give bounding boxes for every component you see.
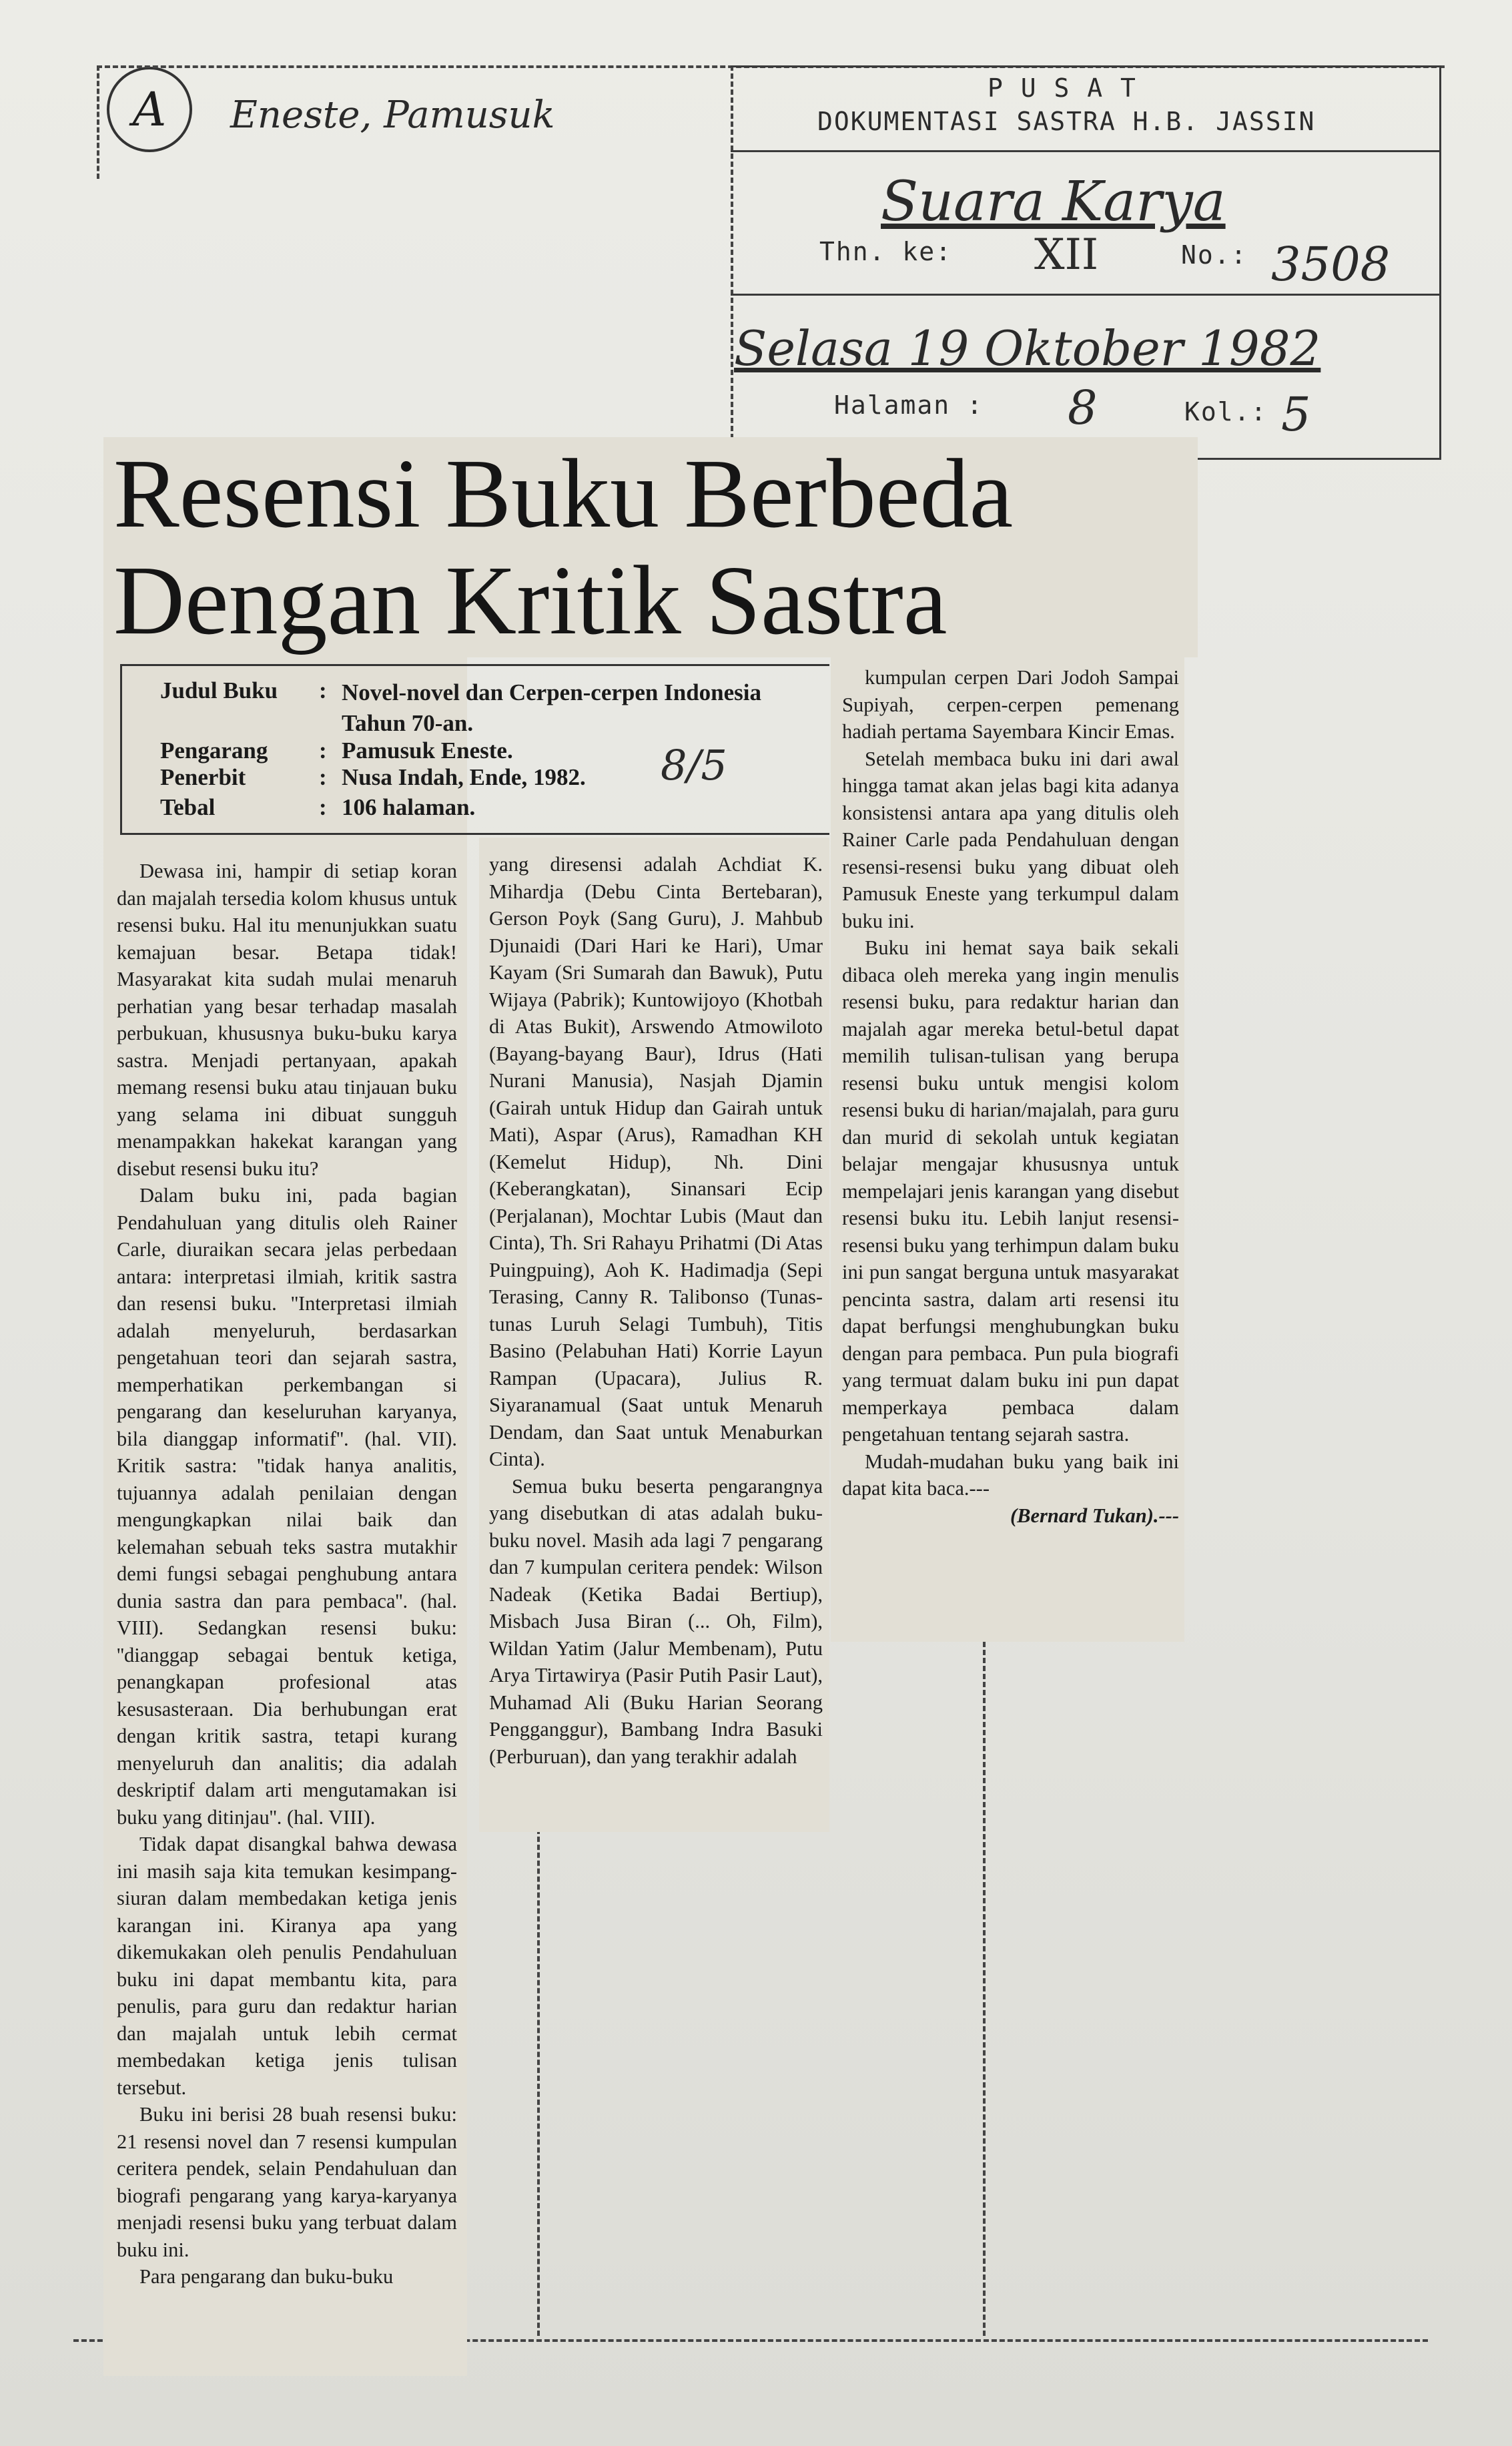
judul-value: Novel-novel dan Cerpen-cerpen Indonesia Tahun 70-an.	[342, 679, 762, 736]
stamp-line2: DOKUMENTASI SASTRA H.B. JASSIN	[817, 107, 1316, 136]
col3-paragraph-1: kumpulan cerpen Dari Jodoh Sampai Supiyah, cerpen-cerpen pemenang hadiah pertama Sayembara Kincir Emas.	[842, 666, 1179, 743]
stamp-rule-2	[731, 294, 1439, 296]
tebal-value: 106 halaman.	[342, 794, 476, 820]
headline-line-2: Dengan Kritik Sastra	[113, 546, 948, 655]
col1-paragraph-2: Dalam buku ini, pada bagian Pendahuluan yang ditulis oleh Rainer Carle, diuraikan secara jelas perbedaan antara: interpretasi ilmiah, kritik sastra dan resensi buku. ''Interpretasi ilmiah adalah menyeluruh, berdasarkan pengetahuan teori dan sejarah sastra, memperhatikan perkembangan si pengarang dan keseluruhan karyanya, bila dianggap informatif''. (hal. VII). Kritik sastra: ''tidak hanya analitis, tujuannya adalah penilaian dengan mengungkapkan nilai baik dan kelemahan sebuah teks sastra mutakhir demi fungsi sebagai penghubung antara dunia sastra dan para pembaca''. (hal. VIII). Sedangkan resensi buku: ''dianggap sebagai bentuk ketiga, penangkapan profesional atas kesusasteraan. Dia berhubungan erat dengan kritik sastra, tetapi kurang menyeluruh dan analitis; dia adalah deskriptif dalam arti mengutamakan isi buku yang ditinjau''. (hal. VIII).	[117, 1184, 457, 1829]
article-signature: (Bernard Tukan).---	[1010, 1504, 1179, 1527]
penerbit-label: Penerbit	[160, 764, 246, 790]
tebal-colon: :	[319, 794, 327, 820]
stamp-rule-1	[731, 150, 1439, 152]
halaman-label: Halaman :	[834, 390, 984, 420]
kol-label: Kol.:	[1184, 397, 1268, 426]
headline-line-1: Resensi Buku Berbeda	[113, 439, 1014, 549]
no-value: 3508	[1271, 237, 1391, 292]
article-column-3	[842, 664, 1179, 1529]
thn-label: Thn. ke:	[819, 237, 953, 266]
handwritten-note: 8/5	[661, 741, 727, 790]
penerbit-value: Nusa Indah, Ende, 1982.	[342, 764, 586, 790]
col2-paragraph-2: Semua buku beserta pengarangnya yang disebutkan di atas adalah buku-buku novel. Masih ada lagi 7 pengarang dan 7 kumpulan ceritera pendek: Wilson Nadeak (Ketika Badai Bertiup), Misbach Jusa Biran (... Oh, Film), Wildan Yatim (Jalur Membenam), Putu Arya Tirtawirya (Pasir Putih Pasir Laut), Muhamad Ali (Buku Harian Seorang Pengganggur), Bambang Indra Basuki (Perburuan), dan yang terakhir adalah	[489, 1474, 823, 1768]
publication-date: Selasa 19 Oktober 1982	[734, 320, 1321, 376]
col1-paragraph-4: Buku ini berisi 28 buah resensi buku: 21 resensi novel dan 7 resensi kumpulan ceritera pendek, selain Pendahuluan dan biografi pengarang yang karya-karyanya menjadi resensi buku yang terbuat dalam buku ini.	[117, 2103, 457, 2261]
article-headline	[113, 440, 1194, 654]
tebal-label: Tebal	[160, 794, 216, 820]
pengarang-label: Pengarang	[160, 737, 268, 763]
halaman-value: 8	[1068, 380, 1098, 435]
col3-paragraph-2: Setelah membaca buku ini dari awal hingga tamat akan jelas bagi kita adanya konsistensi antara apa yang ditulis oleh Rainer Carle pada Pendahuluan dengan resensi-resensi buku yang dibuat oleh Pamusuk Eneste yang terkumpul dalam buku ini.	[842, 747, 1179, 932]
article-column-1	[117, 858, 457, 2290]
thn-value: XII	[1034, 230, 1099, 280]
newspaper-name: Suara Karya	[881, 170, 1226, 234]
col2-paragraph-1: yang diresensi adalah Achdiat K. Mihardja (Debu Cinta Bertebaran), Gerson Poyk (Sang Guru), J. Mahbub Djunaidi (Dari Hari ke Hari), Umar Kayam (Sri Sumarah dan Bawuk), Putu Wijaya (Pabrik); Kuntowijoyo (Khotbah di Atas Bukit), Arswendo Atmowiloto (Bayang-bayang Baur), Idrus (Hati Nurani Manusia), Nasjah Djamin (Gairah untuk Hidup dan Gairah untuk Mati), Aspar (Arus), Ramadhan KH (Kemelut Hidup), Nh. Dini (Keberangkatan), Sinansari Ecip (Perjalanan), Mochtar Lubis (Maut dan Cinta), Th. Sri Rahayu Prihatmi (Di Atas Puingpuing), Aoh K. Hadimadja (Sepi Terasing, Canny R. Talibonso (Tunas-tunas Luruh Selagi Tumbuh), Titis Basino (Pelabuhan Hati) Korrie Layun Rampan (Upacara), Julius R. Siyaranamual (Saat untuk Menaruh Dendam, dan Saat untuk Menaburkan Cinta).	[489, 853, 823, 1470]
judul-colon: :	[319, 677, 327, 703]
kol-value: 5	[1281, 387, 1311, 442]
col1-paragraph-5: Para pengarang dan buku-buku	[139, 2265, 394, 2288]
pengarang-value: Pamusuk Eneste.	[342, 737, 513, 763]
dashed-line-center	[537, 1829, 540, 2336]
margin-circle-letter: A	[107, 67, 192, 152]
col3-paragraph-3: Buku ini hemat saya baik sekali dibaca oleh mereka yang ingin menulis resensi buku, para redaktur harian dan majalah agar mereka betul-betul dapat memilih tulisan-tulisan yang berupa resensi buku untuk mengisi kolom resensi buku di harian/majalah, para guru dan murid di sekolah untuk kegiatan belajar mengajar khususnya untuk mempelajari jenis karangan yang disebut resensi buku itu. Lebih lanjut resensi-resensi buku yang terhimpun dalam buku ini pun sangat berguna untuk masyarakat pencinta sastra, dalam arti resensi itu dapat berfungsi menghubungkan buku dengan para pembaca. Pun pula biografi yang termuat dalam buku ini pun dapat memperkaya pembaca dalam pengetahuan tentang sejarah sastra.	[842, 936, 1179, 1446]
dashed-line-right	[983, 1642, 986, 2336]
margin-author-name: Eneste, Pamusuk	[230, 93, 555, 137]
dashed-line-left	[97, 65, 99, 179]
penerbit-colon: :	[319, 764, 327, 790]
col3-paragraph-4: Mudah-mudahan buku yang baik ini dapat kita baca.---	[842, 1450, 1179, 1500]
article-column-2	[489, 851, 823, 1770]
pengarang-colon: :	[319, 737, 327, 763]
stamp-line1: P U S A T	[988, 73, 1137, 103]
col1-paragraph-1: Dewasa ini, hampir di setiap koran dan majalah tersedia kolom khusus untuk resensi buku. Hal itu menunjukkan suatu kemajuan besar. Betapa tidak! Masyarakat kita sudah mulai menaruh perhatian yang besar terhadap masalah perbukuan, khususnya buku-buku karya sastra. Menjadi pertanyaan, apakah memang resensi buku atau tinjauan buku yang selama ini dibuat sungguh menampakkan hakekat karangan yang disebut resensi buku itu?	[117, 860, 457, 1180]
col1-paragraph-3: Tidak dapat disangkal bahwa dewasa ini masih saja kita temukan kesimpang-siuran dalam membedakan ketiga jenis karangan ini. Kiranya apa yang dikemukakan oleh penulis Pendahuluan buku ini dapat membantu kita, para penulis, para guru dan redaktur harian dan majalah untuk lebih cermat membedakan ketiga jenis tulisan tersebut.	[117, 1833, 457, 2099]
no-label: No.:	[1181, 240, 1248, 270]
judul-label: Judul Buku	[160, 677, 278, 703]
